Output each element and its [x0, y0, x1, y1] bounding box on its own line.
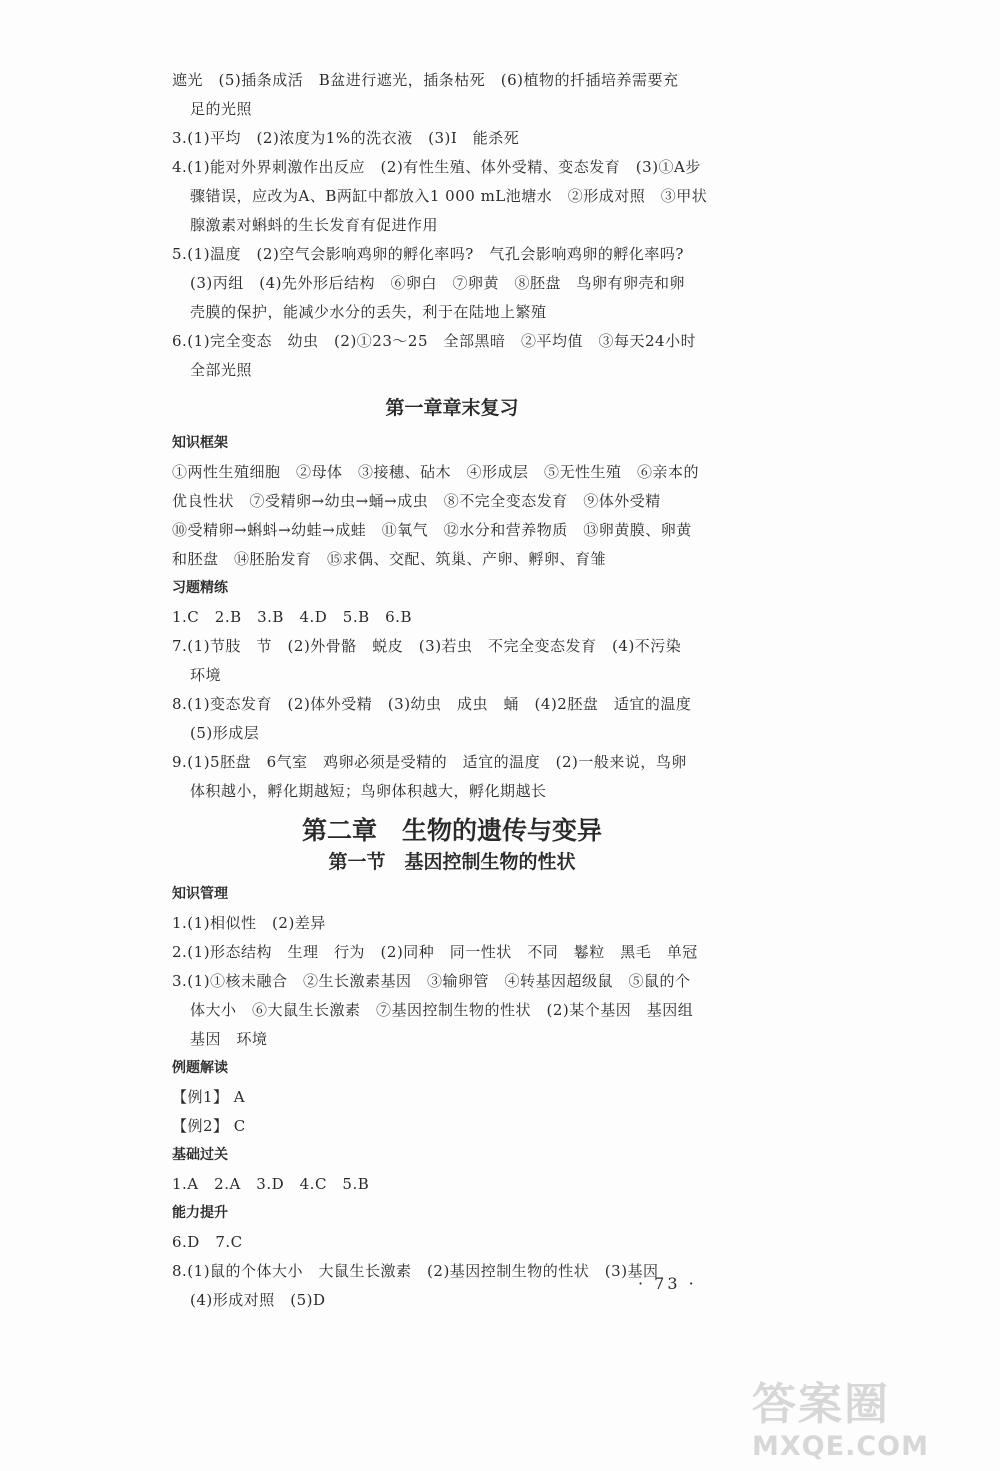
knowledge-management-block	[172, 909, 732, 1054]
exercises-block	[172, 603, 732, 806]
heading-basic-check: 基础过关	[172, 1147, 228, 1163]
answer-line: 7.(1)节肢 节 (2)外骨骼 蜕皮 (3)若虫 不完全变态发育 (4)不污染	[172, 637, 682, 655]
answer-line: 基因 环境	[190, 1030, 268, 1048]
answer-line: (3)丙组 (4)先外形后结构 ⑥卵白 ⑦卵黄 ⑧胚盘 鸟卵有卵壳和卵	[190, 274, 685, 292]
answer-line: 9.(1)5胚盘 6气室 鸡卵必须是受精的 适宜的温度 (2)一般来说，鸟卵	[172, 753, 687, 771]
answer-line: 6.D 7.C	[172, 1233, 243, 1251]
answer-line: 足的光照	[190, 100, 253, 118]
heading-knowledge-framework: 知识框架	[172, 435, 228, 451]
watermark-text: 答案圈	[752, 1379, 890, 1430]
basic-check-block	[172, 1170, 732, 1199]
page-number: · 73 ·	[638, 1274, 697, 1293]
answer-line: (5)形成层	[190, 724, 260, 742]
ability-improvement-block	[172, 1228, 732, 1315]
chapter-title: 第二章 生物的遗传与变异	[301, 816, 602, 845]
answer-line: 2.(1)形态结构 生理 行为 (2)同种 同一性状 不同 鬈粒 黑毛 单冠	[172, 943, 698, 961]
answer-line: 【例1】 A	[172, 1088, 246, 1106]
answer-line: 6.(1)完全变态 幼虫 (2)①23～25 全部黑暗 ②平均值 ③每天24小时	[172, 332, 697, 350]
answer-line: 腺激素对蝌蚪的生长发育有促进作用	[190, 216, 439, 234]
answer-line: 1.(1)相似性 (2)差异	[172, 914, 326, 932]
answer-line: 1.A 2.A 3.D 4.C 5.B	[172, 1175, 370, 1193]
answer-line: 4.(1)能对外界刺激作出反应 (2)有性生殖、体外受精、变态发育 (3)①A步	[172, 158, 701, 176]
heading-exercises: 习题精练	[172, 580, 228, 596]
answer-line: ①两性生殖细胞 ②母体 ③接穗、砧木 ④形成层 ⑤无性生殖 ⑥亲本的	[172, 463, 700, 481]
answer-line: 体大小 ⑥大鼠生长激素 ⑦基因控制生物的性状 (2)某个基因 基因组	[190, 1001, 694, 1019]
answers-block-top	[172, 66, 732, 385]
answer-line: 3.(1)①核未融合 ②生长激素基因 ③输卵管 ④转基因超级鼠 ⑤鼠的个	[172, 972, 691, 990]
answer-line: 壳膜的保护，能减少水分的丢失，利于在陆地上繁殖	[190, 303, 547, 321]
answer-line: 8.(1)变态发育 (2)体外受精 (3)幼虫 成虫 蛹 (4)2胚盘 适宜的温度	[172, 695, 692, 713]
answer-line: 5.(1)温度 (2)空气会影响鸡卵的孵化率吗? 气孔会影响鸡卵的孵化率吗?	[172, 245, 684, 263]
section-title-chapter1-review: 第一章章末复习	[385, 397, 519, 419]
answer-line: (4)形成对照 (5)D	[190, 1291, 326, 1309]
example-analysis-block	[172, 1083, 732, 1141]
answer-line: 和胚盘 ⑭胚胎发育 ⑮求偶、交配、筑巢、产卵、孵卵、育雏	[172, 550, 607, 568]
answer-line: 1.C 2.B 3.B 4.D 5.B 6.B	[172, 608, 412, 626]
answer-line: 3.(1)平均 (2)浓度为1%的洗衣液 (3)Ⅰ 能杀死	[172, 129, 520, 147]
answer-line: 全部光照	[190, 361, 253, 379]
answer-line: 骤错误，应改为A、B两缸中都放入1 000 mL池塘水 ②形成对照 ③甲状	[190, 187, 708, 205]
answer-line: 【例2】 C	[172, 1117, 246, 1135]
watermark-url: MXQE.COM	[752, 1431, 929, 1462]
section-title: 第一节 基因控制生物的性状	[328, 851, 576, 873]
answer-line: 优良性状 ⑦受精卵→幼虫→蛹→成虫 ⑧不完全变态发育 ⑨体外受精	[172, 492, 661, 510]
answer-line: ⑩受精卵→蝌蚪→幼蛙→成蛙 ⑪氧气 ⑫水分和营养物质 ⑬卵黄膜、卵黄	[172, 521, 692, 539]
heading-ability-improvement: 能力提升	[172, 1205, 228, 1221]
answer-line: 环境	[190, 666, 222, 684]
answer-line: 8.(1)鼠的个体大小 大鼠生长激素 (2)基因控制生物的性状 (3)基因	[172, 1262, 659, 1280]
watermark-logo	[752, 1380, 992, 1465]
answer-content	[172, 66, 732, 1315]
heading-knowledge-management: 知识管理	[172, 886, 228, 902]
answer-line: 体积越小，孵化期越短；鸟卵体积越大，孵化期越长	[190, 782, 547, 800]
knowledge-framework-block	[172, 458, 732, 574]
heading-example-analysis: 例题解读	[172, 1060, 228, 1076]
answer-line: 遮光 (5)插条成活 B盆进行遮光，插条枯死 (6)植物的扦插培养需要充	[172, 71, 679, 89]
